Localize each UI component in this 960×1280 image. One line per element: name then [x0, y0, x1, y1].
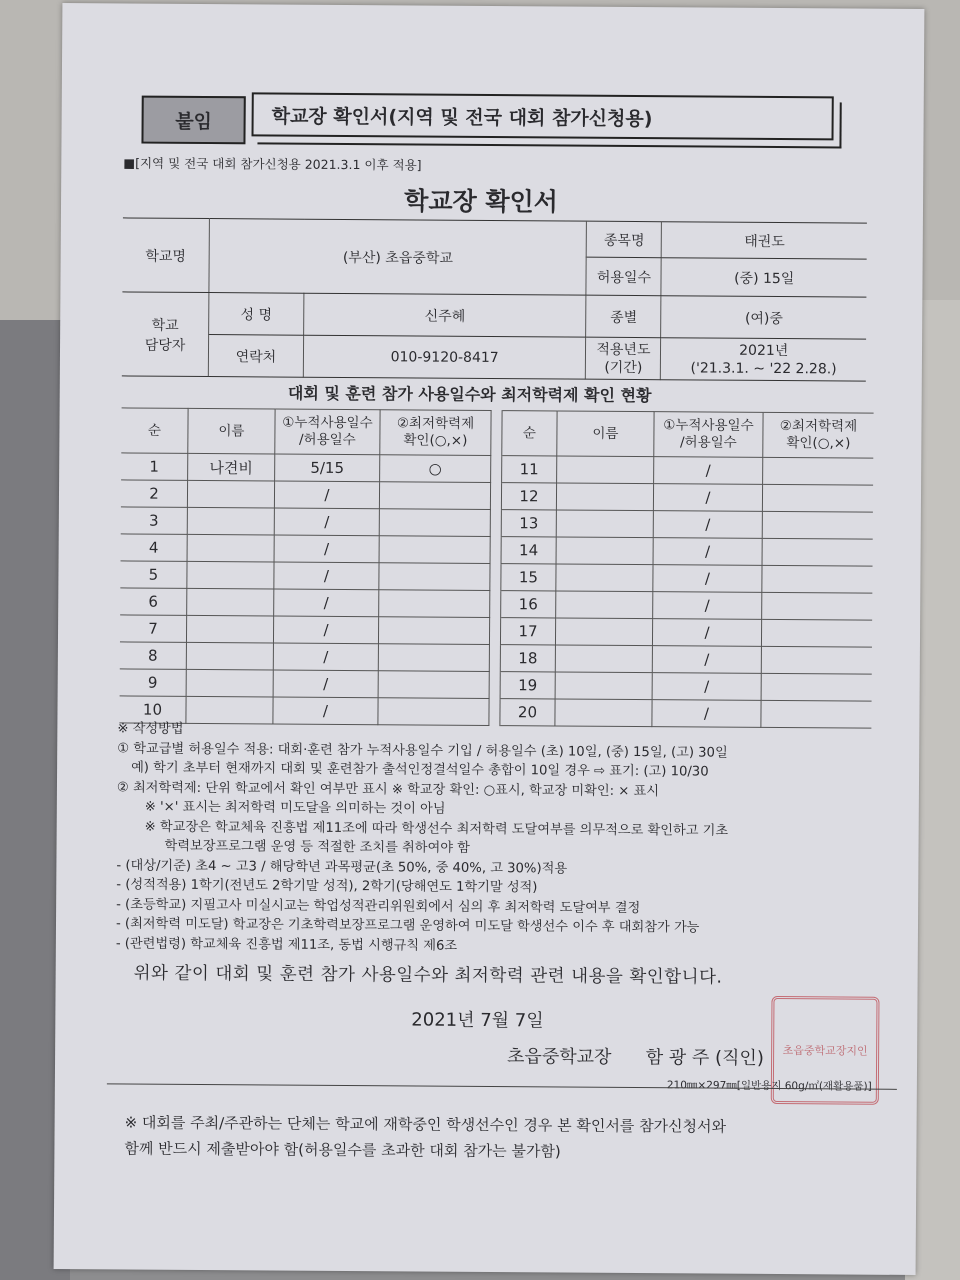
cell-check: ○ [380, 455, 491, 483]
cell-days: / [273, 643, 378, 671]
cell-no: 2 [121, 480, 188, 507]
apply-note: ■[지역 및 전국 대회 참가신청용 2021.3.1 이후 적용] [123, 155, 422, 173]
table-gap [489, 618, 500, 645]
table-gap [490, 591, 501, 618]
cell-name [187, 480, 274, 508]
info-table [122, 217, 867, 381]
note-line: ※ 작성방법 [117, 721, 184, 737]
category-value: (여)중 [661, 296, 866, 339]
cell-name [186, 669, 273, 697]
col-no-left: 순 [121, 408, 188, 453]
school-name: (부산) 초읍중학교 [209, 219, 587, 296]
cell-days: / [653, 511, 762, 539]
cell-check [762, 511, 873, 539]
cell-days: / [273, 670, 378, 698]
event-label: 종목명 [587, 221, 662, 258]
note-line: ※ '×' 표시는 최저학력 미도달을 의미하는 것이 아님 [144, 799, 446, 817]
footer-note: ※ 대회를 주최/주관하는 단체는 학교에 재학중인 학생선수인 경우 본 확인서를 참가신청서와 함께 반드시 제출받아야 함(허용일수를 초과한 대회 참가는 불가함) [124, 1113, 727, 1161]
cell-days: / [274, 589, 379, 617]
cell-name [556, 510, 653, 538]
cell-no: 6 [120, 588, 187, 615]
cell-days: / [653, 484, 762, 512]
cell-no: 19 [500, 672, 555, 699]
cell-no: 4 [121, 534, 188, 561]
cell-check [379, 590, 490, 618]
cell-days: / [652, 619, 761, 647]
table-gap [489, 672, 500, 699]
table-gap [490, 510, 501, 537]
cell-name [556, 537, 653, 565]
cell-name [556, 483, 653, 511]
cell-name [186, 615, 273, 643]
note-line: - (초등학교) 지필고사 미실시교는 학업성적관리위원회에서 심의 후 최저학력 도달여부 결정 [116, 896, 641, 916]
attachment-label: 붙임 [141, 96, 245, 145]
signature-line: 초읍중학교장 함 광 주 (직인) [507, 1046, 764, 1069]
note-line: 학력보장프로그램 운영 등 적절한 조치를 취하여야 함 [164, 838, 471, 856]
cell-days: / [274, 562, 379, 590]
cell-no: 5 [120, 561, 187, 588]
cell-name [556, 564, 653, 592]
cell-no: 1 [121, 453, 188, 480]
contact-value: 010-9120-8417 [303, 335, 586, 379]
cell-name [187, 561, 274, 589]
cell-check [378, 617, 489, 645]
allowed-days-label: 허용일수 [586, 257, 661, 296]
cell-check [378, 644, 489, 672]
cell-check [378, 671, 489, 699]
manager-label: 학교 담당자 [122, 292, 209, 377]
cell-days: 5/15 [275, 454, 380, 482]
year-value [661, 338, 866, 381]
notes [116, 719, 898, 958]
name-label: 성 명 [209, 293, 304, 336]
cell-days: / [273, 697, 378, 725]
school-name-label: 학교명 [122, 218, 209, 293]
cell-name [555, 645, 652, 673]
table-gap [490, 537, 501, 564]
cell-no: 7 [120, 615, 187, 642]
col-days-left: ①누적사용일수 /허용일수 [275, 409, 380, 455]
cell-check [761, 646, 872, 674]
cell-days: / [652, 700, 761, 728]
event-value: 태권도 [662, 222, 867, 259]
cell-days: / [654, 457, 763, 485]
col-days-right: ①누적사용일수 /허용일수 [654, 412, 763, 458]
category-label: 종별 [586, 295, 661, 338]
cell-days: / [273, 616, 378, 644]
cell-name [556, 591, 653, 619]
col-name-left: 이름 [188, 408, 275, 454]
status-table [119, 407, 873, 728]
cell-check [762, 592, 873, 620]
cell-check [379, 563, 490, 591]
table-body [119, 453, 873, 728]
cell-no: 12 [501, 483, 556, 510]
note-line: - (관련법령) 학교체육 진흥법 제11조, 동법 시행규칙 제6조 [115, 935, 458, 954]
contact-label: 연락처 [208, 335, 303, 378]
doc-title: 학교장 확인서 [404, 186, 558, 217]
cell-days: / [274, 481, 379, 509]
cell-no: 20 [500, 699, 555, 726]
allowed-days-value: (중) 15일 [661, 258, 866, 297]
date-text: 2021년 7월 7일 [411, 1009, 544, 1032]
cell-days: / [652, 646, 761, 674]
cell-no: 10 [119, 696, 186, 723]
table-gap [489, 645, 500, 672]
cell-check [761, 619, 872, 647]
cell-no: 18 [500, 645, 555, 672]
cell-name [557, 456, 654, 484]
note-line: ② 최저학력제: 단위 학교에서 확인 여부만 표시 ※ 학교장 확인: ○표시, 학교장 미확인: × 표시 [116, 779, 660, 799]
cell-check [762, 484, 873, 512]
cell-check [379, 482, 490, 510]
note-line: ① 학교급별 허용일수 적용: 대회·훈련 참가 누적사용일수 기입 / 허용일수 (초) 10일, (중) 15일, (고) 30일 [117, 740, 728, 761]
cell-no: 8 [120, 642, 187, 669]
note-line: - (최저학력 미도달) 학교장은 기초학력보장프로그램 운영하여 미도달 학생선수 이수 후 대회참가 가능 [115, 916, 700, 936]
year-label: 적용년도 (기간) [586, 337, 661, 380]
cell-check [761, 673, 872, 701]
cell-name [187, 534, 274, 562]
cell-no: 11 [502, 456, 557, 483]
name-value: 신주혜 [304, 293, 587, 337]
note-line: ※ 학교장은 학교체육 진흥법 제11조에 따라 학생선수 최저학력 도달여부를 의무적으로 확인하고 기초 [144, 819, 729, 839]
cell-name [186, 642, 273, 670]
note-line: - (성적적용) 1학기(전년도 2학기말 성적), 2학기(당해연도 1학기말 성적) [116, 877, 538, 896]
cell-no: 9 [120, 669, 187, 696]
table-gap [491, 411, 502, 456]
cell-name [555, 672, 652, 700]
cell-no: 16 [501, 591, 556, 618]
year-text: 2021년 [739, 342, 789, 359]
cell-check [379, 509, 490, 537]
cell-check [763, 457, 874, 485]
official-seal: 초읍중학교장지인 [771, 996, 880, 1105]
cell-no: 3 [121, 507, 188, 534]
cell-check [379, 536, 490, 564]
cell-no: 14 [501, 537, 556, 564]
document-paper [54, 3, 925, 1275]
section-title: 대회 및 훈련 참가 사용일수와 최저학력제 확인 현황 [287, 383, 652, 406]
cell-no: 13 [501, 510, 556, 537]
cell-check [762, 565, 873, 593]
col-no-right: 순 [502, 411, 557, 456]
cell-days: / [653, 538, 762, 566]
cell-name [187, 588, 274, 616]
cell-days: / [274, 508, 379, 536]
note-line: - (대상/기준) 초4 ~ 고3 / 해당학년 과목평균(초 50%, 중 40%, 고 30%)적용 [116, 857, 568, 877]
table-gap [491, 456, 502, 483]
col-check-right: ②최저학력제 확인(○,×) [763, 412, 874, 458]
table-header-row [121, 408, 873, 458]
table-gap [490, 483, 501, 510]
cell-days: / [653, 565, 762, 593]
cell-no: 15 [501, 564, 556, 591]
confirm-text: 위와 같이 대회 및 훈련 참가 사용일수와 최저학력 관련 내용을 확인합니다. [133, 963, 723, 988]
note-line: 예) 학기 초부터 현재까지 대회 및 훈련참가 출석인정결석일수 총합이 10일 경우 ⇨ 표기: (고) 10/30 [131, 760, 709, 780]
cell-days: / [652, 673, 761, 701]
paper-size-note: 210㎜×297㎜[일반용지 60g/㎡(재활용품)] [666, 1079, 872, 1093]
cell-days: / [274, 535, 379, 563]
cell-name: 나견비 [188, 453, 275, 481]
cell-no: 17 [500, 618, 555, 645]
col-check-left: ②최저학력제 확인(○,×) [380, 410, 491, 456]
cell-days: / [653, 592, 762, 620]
cell-name [187, 507, 274, 535]
period-text: ('21.3.1. ~ '22 2.28.) [690, 359, 837, 377]
cell-name [555, 618, 652, 646]
banner-title: 학교장 확인서(지역 및 전국 대회 참가신청용) [252, 92, 834, 140]
col-name-right: 이름 [557, 411, 654, 457]
table-gap [490, 564, 501, 591]
cell-check [762, 538, 873, 566]
